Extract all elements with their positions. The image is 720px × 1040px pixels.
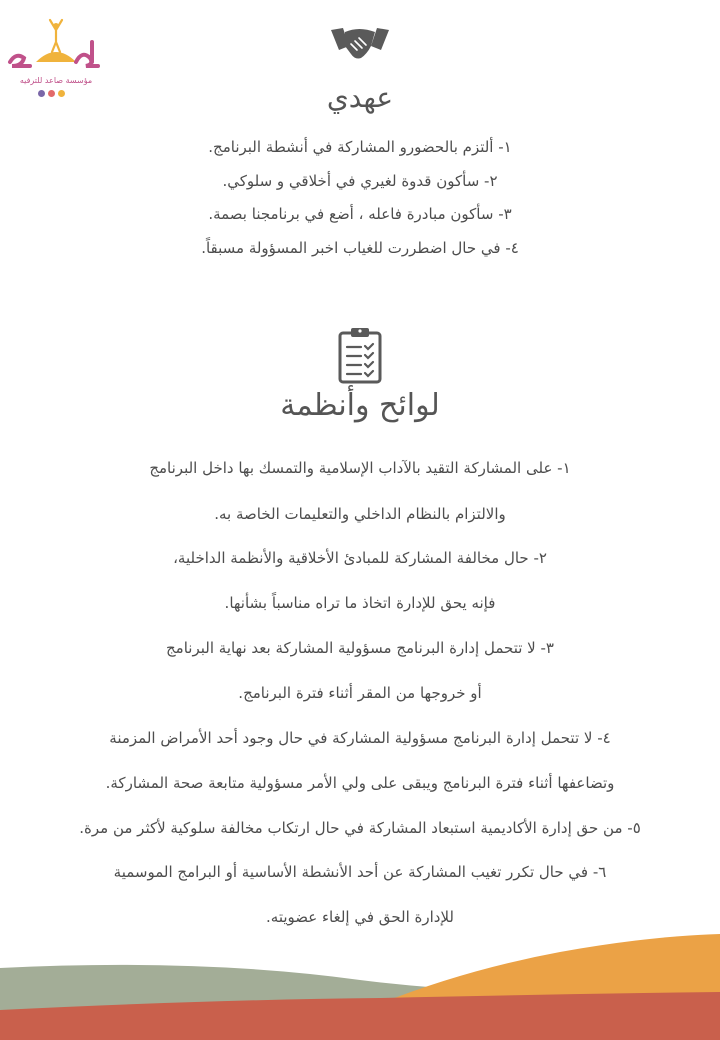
rule-line: ٥- من حق إدارة الأكاديمية استبعاد المشاركة في حال ارتكاب مخالفة سلوكية لأكثر من مرة. (79, 819, 641, 837)
logo-tagline: مؤسسة صاعد للترفيه (19, 76, 93, 85)
pledge-item: ٣- سأكون مبادرة فاعله ، أضع في برنامجنا بصمة. (208, 205, 512, 223)
rule-line: ٣- لا تتحمل إدارة البرنامج مسؤولية المشاركة بعد نهاية البرنامج (166, 639, 554, 657)
clipboard-checklist-icon (336, 326, 384, 384)
logo-mark-icon (6, 12, 102, 76)
handshake-icon (329, 24, 391, 64)
pledge-title: عهدي (326, 81, 394, 114)
rule-line: ١- على المشاركة التقيد بالآداب الإسلامية والتمسك بها داخل البرنامج (149, 459, 571, 477)
pledge-item: ١- ألتزم بالحضورو المشاركة في أنشطة البرنامج. (208, 138, 512, 156)
rules-title: لوائح وأنظمة (280, 388, 440, 423)
pledge-item: ٢- سأكون قدوة لغيري في أخلاقي و سلوكي. (222, 172, 498, 190)
pledge-item: ٤- في حال اضطررت للغياب اخبر المسؤولة مسبقاً. (201, 239, 519, 257)
rule-line: أو خروجها من المقر أثناء فترة البرنامج. (238, 684, 482, 702)
rule-line: فإنه يحق للإدارة اتخاذ ما تراه مناسباً بشأنها. (224, 594, 496, 612)
rule-line: ٢- حال مخالفة المشاركة للمبادئ الأخلاقية والأنظمة الداخلية، (173, 549, 547, 567)
rule-line: ٤- لا تتحمل إدارة البرنامج مسؤولية المشاركة في حال وجود أحد الأمراض المزمنة (109, 729, 611, 747)
rule-line: وتضاعفها أثناء فترة البرنامج ويبقى على ولي الأمر مسؤولية متابعة صحة المشاركة. (105, 774, 615, 792)
rule-line: للإدارة الحق في إلغاء عضويته. (266, 908, 454, 926)
rule-line: ٦- في حال تكرر تغيب المشاركة عن أحد الأنشطة الأساسية أو البرامج الموسمية (113, 863, 607, 881)
rule-line: والالتزام بالنظام الداخلي والتعليمات الخاصة به. (214, 505, 506, 523)
footer-waves (0, 928, 720, 1040)
